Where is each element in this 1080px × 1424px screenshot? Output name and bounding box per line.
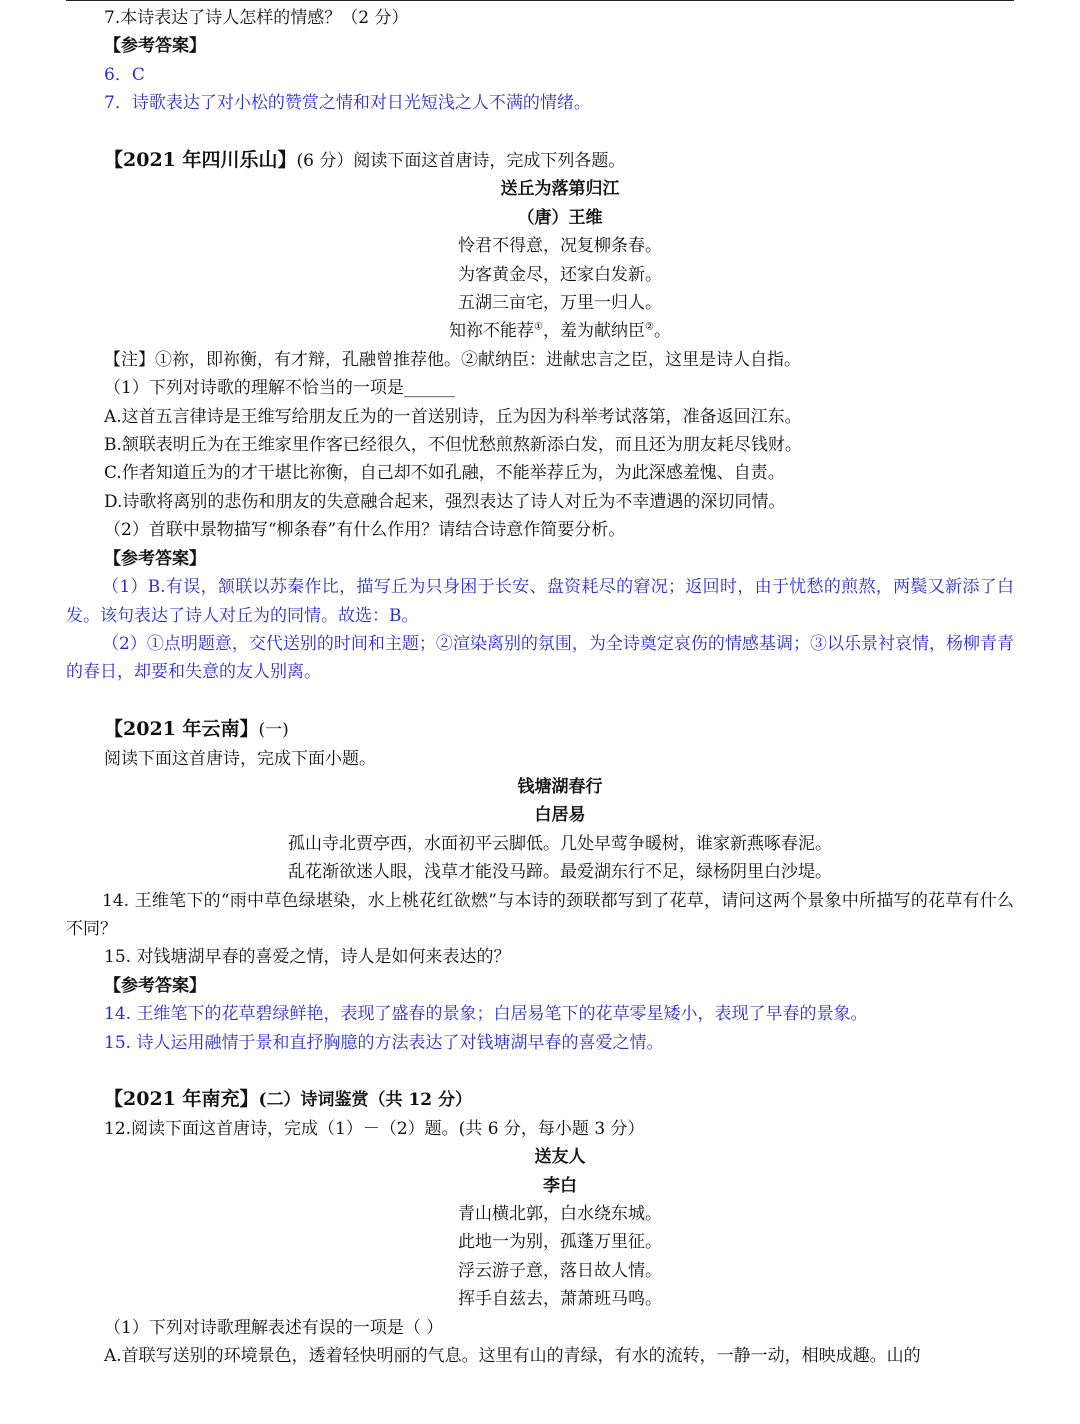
answer-heading: 【参考答案】 [104, 548, 206, 569]
poem-author: 李白 [543, 1175, 577, 1196]
poem-title: 送丘为落第归江 [500, 179, 620, 200]
section-tag: 【2021 年云南】 [104, 718, 259, 741]
section-intro: (6 分）阅读下面这首唐诗，完成下列各题。 [296, 151, 626, 172]
answer-heading: 【参考答案】 [104, 36, 206, 57]
poem-line: 浮云游子意，落日故人情。 [458, 1260, 662, 1281]
poem-title: 送友人 [534, 1147, 586, 1168]
answer-2: （2）①点明题意，交代送别的时间和主题；②渲染离别的氛围，为全诗奠定哀伤的情感基调；③以乐景衬哀情，杨柳青青的春日，却要和失意的友人别离。 [66, 633, 1014, 683]
section-tag: 【2021 年南充】 [104, 1088, 259, 1111]
top-rule [66, 0, 1014, 1]
option-a: A.首联写送别的环境景色，透着轻快明丽的气息。这里有山的青绿，有水的流转，一静一动，相映成趣。山的 [104, 1346, 921, 1367]
answer-7: 7．诗歌表达了对小松的赞赏之情和对日光短浅之人不满的情绪。 [104, 93, 591, 114]
footnote-mark: ① [534, 321, 543, 333]
poem-line: 五湖三亩宅，万里一归人。 [458, 293, 662, 314]
option-a: A.这首五言律诗是王维写给朋友丘为的一首送别诗，丘为因为科举考试落第，准备返回江东。 [104, 406, 802, 427]
section-intro: 12.阅读下面这首唐诗，完成（1）－（2）题。(共 6 分，每小题 3 分） [104, 1118, 645, 1139]
poem-line: 青山横北郭，白水绕东城。 [458, 1204, 662, 1225]
sub-question-2: （2）首联中景物描写“柳条春”有什么作用？请结合诗意作简要分析。 [104, 520, 626, 541]
poem-line: 挥手自兹去，萧萧班马鸣。 [458, 1289, 662, 1310]
poem-note: 【注】①祢，即祢衡，有才辩，孔融曾推荐他。②献纳臣：进献忠言之臣，这里是诗人自指。 [104, 349, 801, 370]
answer-heading: 【参考答案】 [104, 975, 206, 996]
poem-author: 白居易 [534, 805, 586, 826]
poem-line: 此地一为别，孤蓬万里征。 [458, 1232, 662, 1253]
option-d: D.诗歌将离别的悲伤和朋友的失意融合起来，强烈表达了诗人对丘为不幸遭遇的深切同情。 [104, 491, 786, 512]
option-b: B.颔联表明丘为在王维家里作客已经很久，不但忧愁煎熬新添白发，而且还为朋友耗尽钱财。 [104, 435, 802, 456]
answer-1: （1）B.有误，颔联以苏秦作比，描写丘为只身困于长安、盘资耗尽的窘况；返回时，由于忧愁的煎熬，两鬓又新添了白发。该句表达了诗人对丘为的同情。故选：B。 [66, 577, 1014, 626]
section-part: (二）诗词鉴赏（共 12 分） [258, 1090, 473, 1111]
section-intro: 阅读下面这首唐诗，完成下面小题。 [104, 748, 376, 769]
section-heading-yunnan [66, 715, 1014, 744]
section-heading-leshan [66, 146, 1014, 175]
poem-line: 孤山寺北贾亭西，水面初平云脚低。几处早莺争暖树，谁家新燕啄春泥。 [288, 833, 832, 854]
answer-14: 14. 王维笔下的花草碧绿鲜艳，表现了盛春的景象；白居易笔下的花草零星矮小，表现了早春的景象。 [104, 1004, 868, 1025]
document-page [66, 4, 1014, 1370]
option-c: C.作者知道丘为的才干堪比祢衡，自己却不如孔融，不能举荐丘为，为此深感羞愧、自责。 [104, 463, 785, 484]
section-part: (一) [258, 720, 289, 741]
question-14: 14. 王维笔下的“雨中草色绿堪染，水上桃花红欲燃”与本诗的颈联都写到了花草，请问这两个景象中所描写的花草有什么不同？ [66, 890, 1014, 939]
poem-title: 钱塘湖春行 [517, 776, 603, 797]
poem-author: （唐）王维 [517, 207, 603, 228]
question-15: 15. 对钱塘湖早春的喜爱之情，诗人是如何来表达的？ [104, 947, 511, 968]
sub-question-1: （1）下列对诗歌的理解不恰当的一项是______ [104, 378, 455, 399]
question-7: 7.本诗表达了诗人怎样的情感？（2 分） [104, 8, 409, 28]
poem-line: 知祢不能荐①，羞为献纳臣②。 [449, 321, 671, 342]
sub-question-1: （1）下列对诗歌理解表述有误的一项是（ ） [104, 1317, 444, 1338]
poem-line: 乱花渐欲迷人眼，浅草才能没马蹄。最爱湖东行不足，绿杨阴里白沙堤。 [288, 862, 832, 883]
poem-line: 为客黄金尽，还家白发新。 [458, 264, 662, 285]
footnote-mark: ② [645, 321, 654, 333]
poem-line: 怜君不得意，况复柳条春。 [458, 236, 662, 257]
answer-6: 6．C [104, 64, 145, 85]
answer-15: 15. 诗人运用融情于景和直抒胸臆的方法表达了对钱塘湖早春的喜爱之情。 [104, 1032, 664, 1053]
section-heading-nanchong [66, 1085, 1014, 1114]
section-tag: 【2021 年四川乐山】 [104, 149, 297, 172]
